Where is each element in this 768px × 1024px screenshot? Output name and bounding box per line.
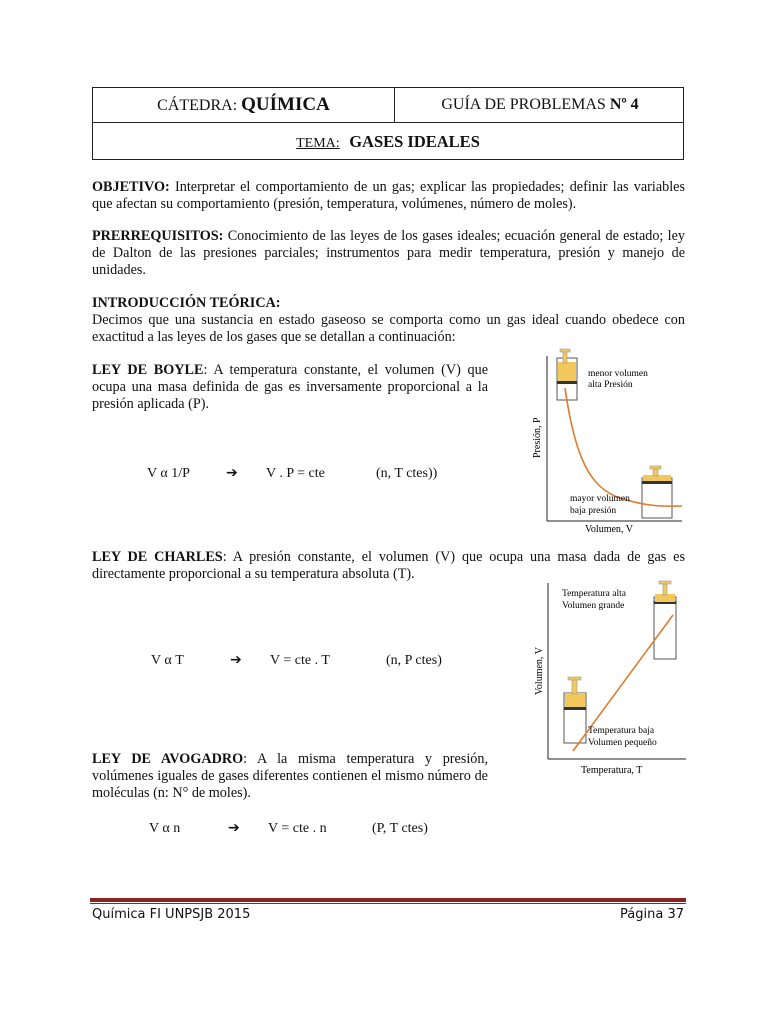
boyle-formula-right: V . P = cte xyxy=(266,466,325,481)
guia-cell xyxy=(395,88,685,122)
charles-figure xyxy=(528,575,693,780)
prerrequisitos-paragraph xyxy=(92,228,685,279)
boyle-top-line1: menor volumen xyxy=(588,369,648,379)
charles-bottom-line1: Temperatura baja xyxy=(588,726,655,736)
boyle-large-cylinder-icon xyxy=(642,466,672,518)
boyle-text: : A temperatura constante, el volumen (V) que ocupa una masa definida de gas es inversamente proporcional a la presión aplicada (P). xyxy=(92,362,488,412)
guia-label: GUÍA DE PROBLEMAS xyxy=(441,96,606,113)
charles-formula-right: V = cte . T xyxy=(270,653,330,668)
introduccion-text: Decimos que una sustancia en estado gaseoso se comporta como un gas ideal cuando obedece con exactitud a las leyes de los gases que se detallan a continuación: xyxy=(92,312,685,345)
introduccion-paragraph xyxy=(92,312,685,346)
avogadro-formula-right: V = cte . n xyxy=(268,821,327,836)
catedra-cell xyxy=(93,88,394,122)
boyle-paragraph xyxy=(92,362,488,413)
prerrequisitos-text: Conocimiento de las leyes de los gases ideales; ecuación general de estado; ley de Dalton de las presiones parciales; instrumentos para medir temperatura, presión y manejo de unidades. xyxy=(92,228,686,278)
boyle-bottom-line2: baja presión xyxy=(570,506,617,516)
avogadro-formula-left: V α n xyxy=(149,821,181,836)
footer-rule-thin xyxy=(90,903,686,904)
boyle-ylabel: Presión, P xyxy=(532,417,543,458)
tema-value: GASES IDEALES xyxy=(349,132,480,151)
guia-number: Nº 4 xyxy=(609,96,639,113)
charles-top-line2: Volumen grande xyxy=(562,601,625,611)
charles-formula-left: V α T xyxy=(151,653,184,668)
charles-arrow-icon: ➔ xyxy=(230,652,242,668)
charles-bottom-line2: Volumen pequeño xyxy=(588,738,657,748)
footer-rule xyxy=(90,898,686,902)
boyle-label: LEY DE BOYLE xyxy=(92,362,204,378)
footer-page-number: Página 37 xyxy=(620,907,684,922)
boyle-bottom-line1: mayor volumen xyxy=(570,494,630,504)
introduccion-label: INTRODUCCIÓN TEÓRICA: xyxy=(92,295,281,311)
charles-short-cylinder-icon xyxy=(564,677,586,743)
objetivo-text: Interpretar el comportamiento de un gas; explicar las propiedades; definir las variables que afectan su comportamiento (presión, temperatura, volúmenes, número de moles). xyxy=(92,179,685,212)
header-table xyxy=(92,87,684,160)
boyle-small-cylinder-icon xyxy=(557,349,577,400)
avogadro-paragraph xyxy=(92,751,488,802)
avogadro-arrow-icon: ➔ xyxy=(228,820,240,836)
catedra-label: CÁTEDRA: xyxy=(157,97,238,114)
charles-tall-cylinder-icon xyxy=(654,581,676,659)
avogadro-label: LEY DE AVOGADRO xyxy=(92,751,244,767)
boyle-xlabel: Volumen, V xyxy=(585,524,633,535)
boyle-formula-left: V α 1/P xyxy=(147,466,190,481)
introduccion-heading xyxy=(92,295,685,312)
charles-ylabel: Volumen, V xyxy=(534,647,545,695)
boyle-top-line2: alta Presión xyxy=(588,380,633,390)
charles-xlabel: Temperatura, T xyxy=(581,765,643,776)
catedra-value: QUÍMICA xyxy=(241,94,330,115)
header-row-1 xyxy=(93,88,683,123)
boyle-arrow-icon: ➔ xyxy=(226,465,238,481)
footer-left: Química FI UNPSJB 2015 xyxy=(92,907,251,922)
tema-row xyxy=(93,123,683,160)
charles-top-line1: Temperatura alta xyxy=(562,589,626,599)
charles-text: : A presión constante, el volumen (V) que ocupa una masa dada de gas es directamente proporcional a su temperatura absoluta (T). xyxy=(92,549,685,582)
avogadro-text: : A la misma temperatura y presión, volúmenes iguales de gases diferentes contienen el mismo número de moléculas (n: N° de moles). xyxy=(92,751,489,801)
avogadro-formula-cond: (P, T ctes) xyxy=(372,821,428,836)
charles-label: LEY DE CHARLES xyxy=(92,549,223,565)
objetivo-label: OBJETIVO: xyxy=(92,179,170,195)
boyle-figure xyxy=(530,348,690,538)
tema-label: TEMA: xyxy=(296,136,340,151)
charles-formula-cond: (n, P ctes) xyxy=(386,653,442,668)
prerrequisitos-label: PRERREQUISITOS: xyxy=(92,228,224,244)
objetivo-paragraph xyxy=(92,179,685,213)
boyle-formula-cond: (n, T ctes)) xyxy=(376,466,438,481)
